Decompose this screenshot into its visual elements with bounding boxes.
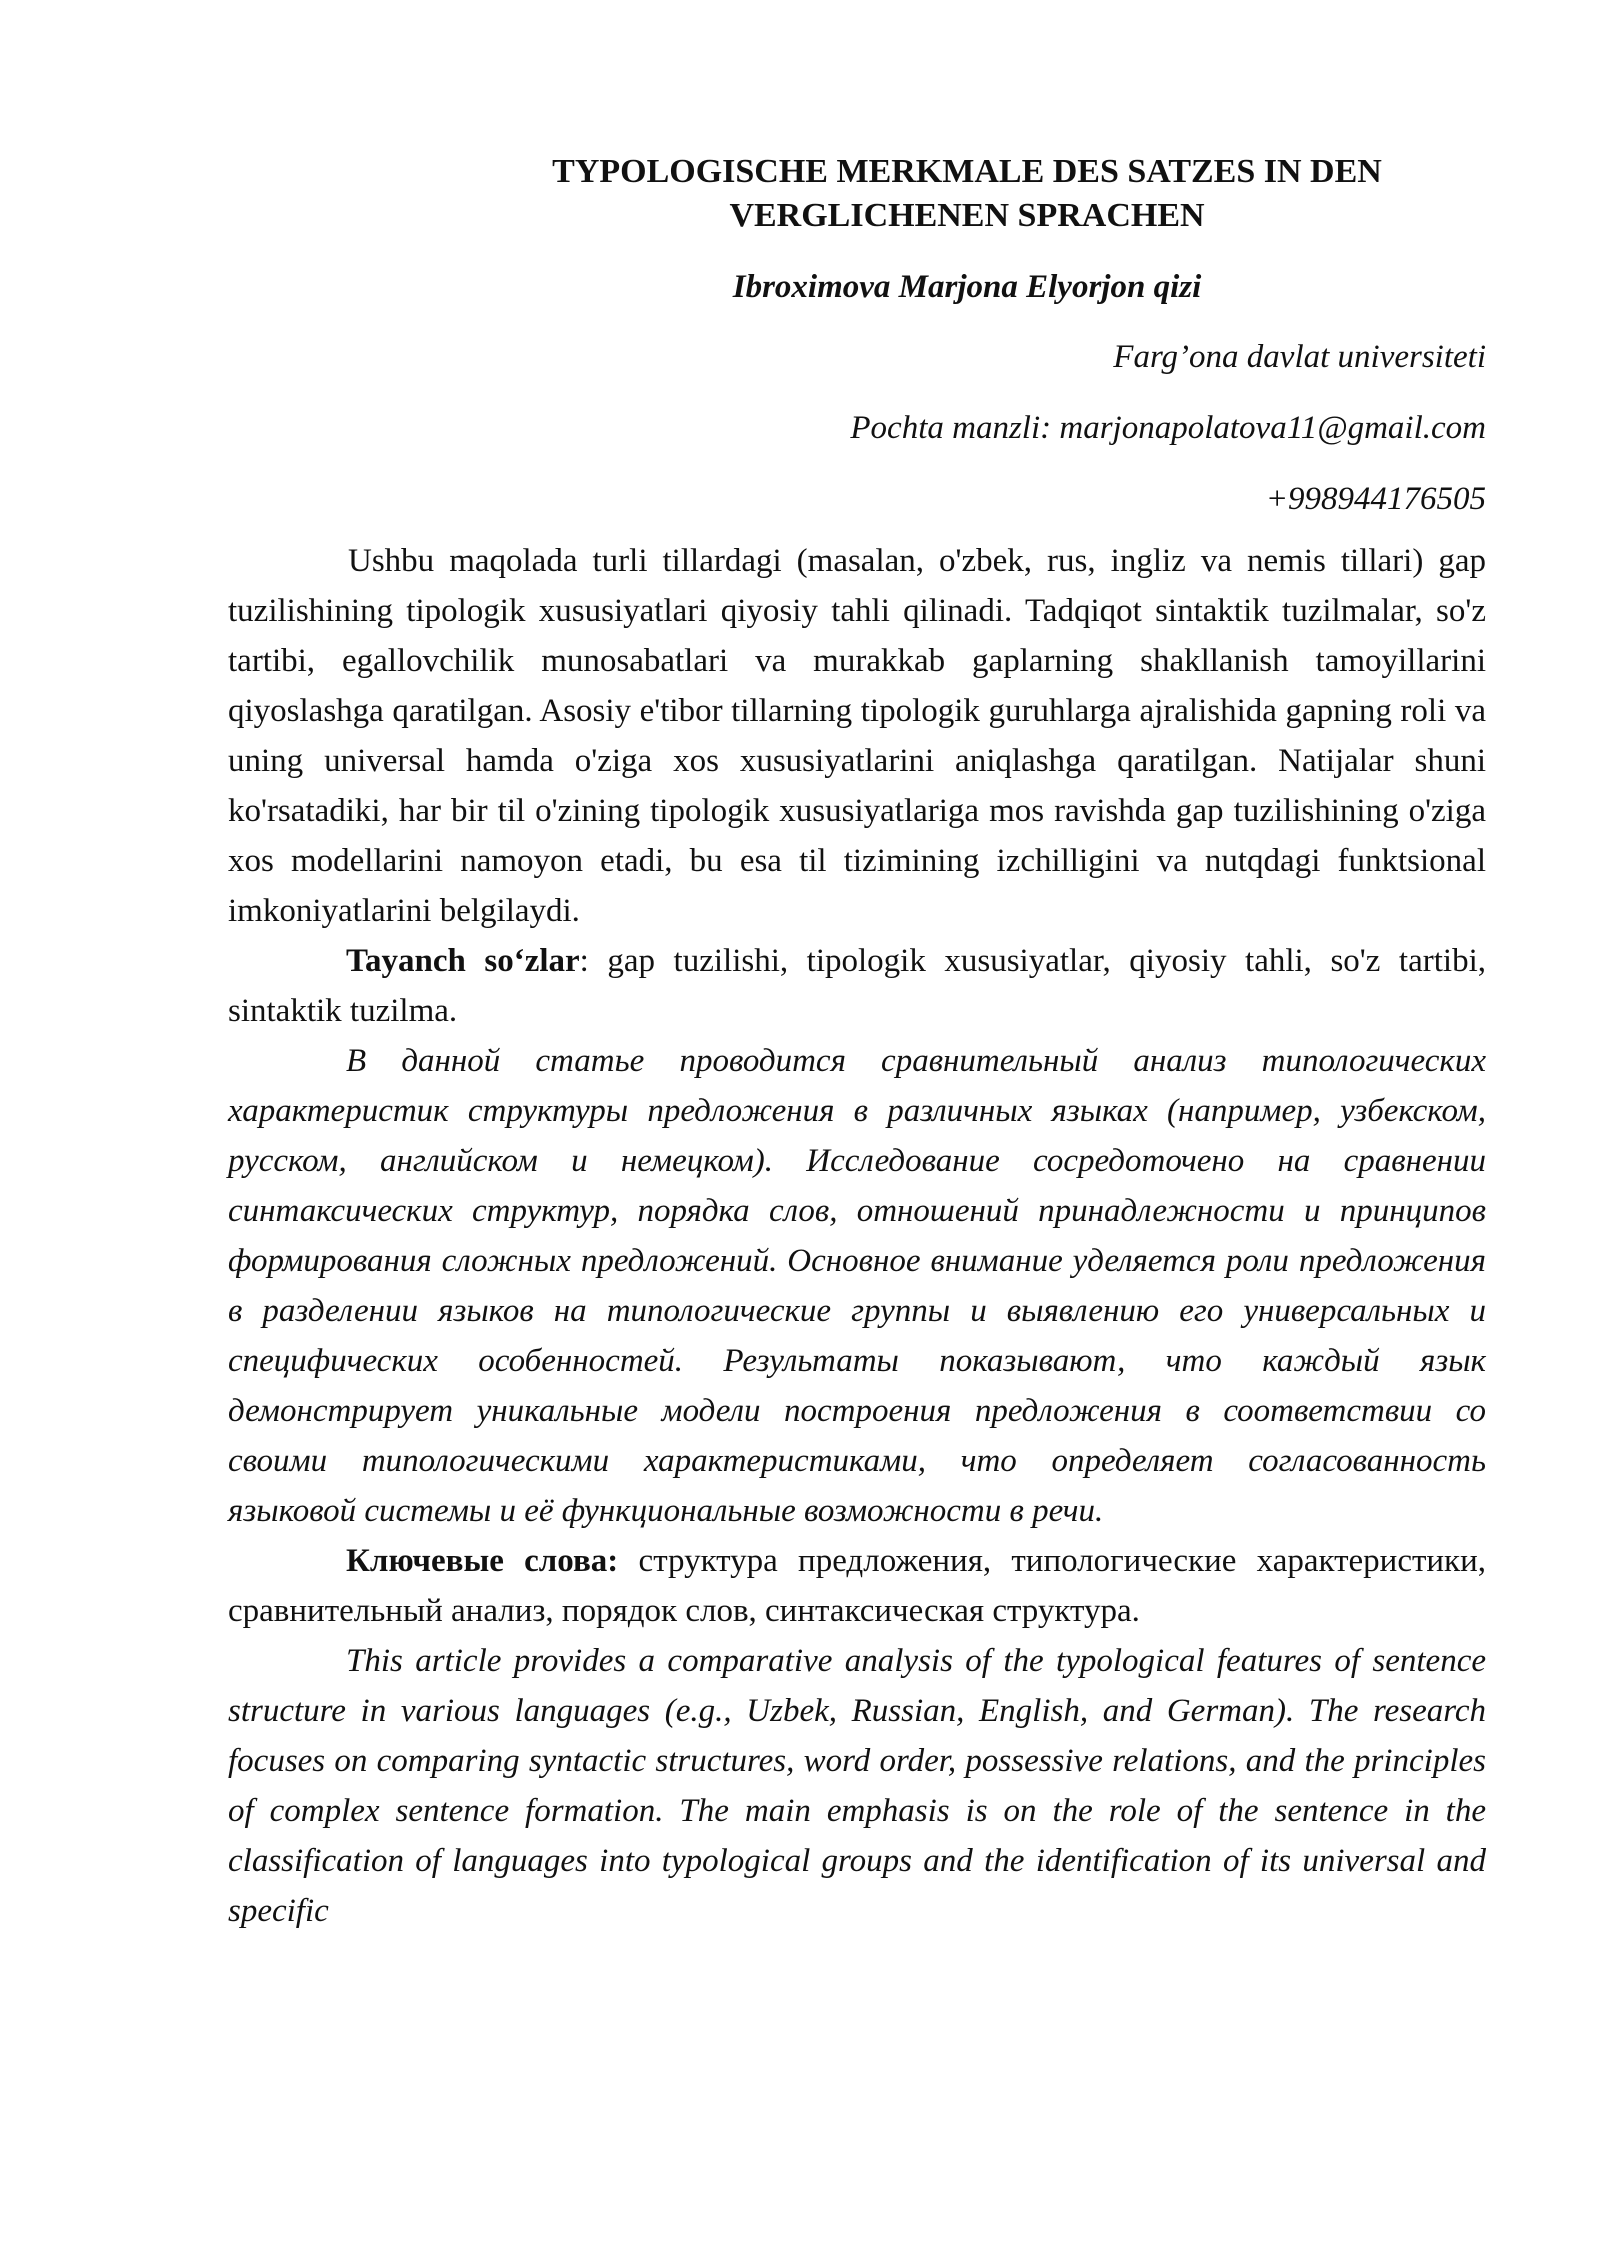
keywords-russian-label: Ключевые слова: bbox=[346, 1543, 619, 1579]
email-address: Pochta manzli: marjonapolatova11@gmail.com bbox=[850, 410, 1486, 446]
keywords-uzbek-separator: : bbox=[579, 943, 608, 979]
keywords-russian-text: структура предложения, типологические характеристики, сравнительный анализ, порядок слов, синтаксическая структура. bbox=[228, 1543, 1486, 1629]
abstract-russian: В данной статье проводится сравнительный анализ типологических характеристик структуры предложения в различных языках (например, узбекском, русском, английском и немецком). Исследование сосредоточено на сравнении синтаксических структур, порядка слов, отношений принадлежности и принципов формирования сложных предложений. Основное внимание уделяется роли предложения в разделении языков на типологические группы и выявлению его универсальных и специфических особенностей. Результаты показывают, что каждый язык демонстрирует уникальные модели построения предложения в соответствии со своими типологическими характеристиками, что определяет согласованность языковой системы и её функциональные возможности в речи. bbox=[228, 1043, 1486, 1529]
paper-title-line-1: TYPOLOGISCHE MERKMALE DES SATZES IN DEN bbox=[552, 153, 1382, 190]
keywords-uzbek-text: gap tuzilishi, tipologik xususiyatlar, qiyosiy tahli, so'z tartibi, sintaktik tuzilma. bbox=[228, 943, 1486, 1029]
author-name: Ibroximova Marjona Elyorjon qizi bbox=[732, 269, 1202, 305]
abstract-english: This article provides a comparative analysis of the typological features of sentence structure in various languages (e.g., Uzbek, Russian, English, and German). The research focuses on comparing syntactic structures, word order, possessive relations, and the principles of complex sentence formation. The main emphasis is on the role of the sentence in the classification of languages into typological groups and the identification of its universal and specific bbox=[228, 1643, 1486, 1929]
keywords-uzbek bbox=[228, 936, 1486, 1036]
phone-number: +998944176505 bbox=[1265, 481, 1486, 517]
document-page bbox=[228, 150, 1486, 1936]
keywords-uzbek-label: Tayanch so‘zlar bbox=[346, 943, 580, 979]
paper-title bbox=[448, 150, 1486, 238]
author-affiliation bbox=[228, 332, 1486, 524]
paper-title-line-2: VERGLICHENEN SPRACHEN bbox=[729, 197, 1205, 234]
abstract-uzbek: Ushbu maqolada turli tillardagi (masalan, o'zbek, rus, ingliz va nemis tillari) gap tuzilishining tipologik xususiyatlari qiyosiy tahli qilinadi. Tadqiqot sintaktik tuzilmalar, so'z tartibi, egallovchilik munosabatlari va murakkab gaplarning shakllanish tamoyillarini qiyoslashga qaratilgan. Asosiy e'tibor tillarning tipologik guruhlarga ajralishida gapning roli va uning universal hamda o'ziga xos xususiyatlarini aniqlashga qaratilgan. Natijalar shuni ko'rsatadiki, har bir til o'zining tipologik xususiyatlariga mos ravishda gap tuzilishining o'ziga xos modellarini namoyon etadi, bu esa til tizimining izchilligini va nutqdagi funktsional imkoniyatlarini belgilaydi. bbox=[228, 543, 1486, 929]
university-name: Farg’ona davlat universiteti bbox=[1113, 339, 1486, 375]
keywords-russian bbox=[228, 1536, 1486, 1636]
